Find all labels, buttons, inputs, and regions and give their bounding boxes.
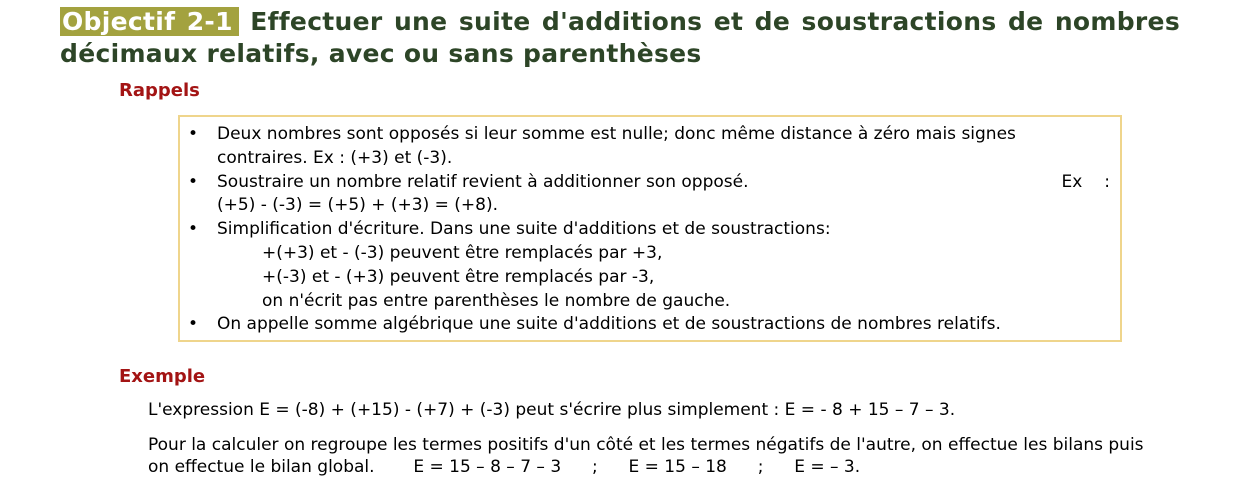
objective-title: Effectuer une suite d'additions et de soustractions de nombres décimaux relatifs, avec ou sans parenthèses	[60, 7, 1180, 68]
exemple-calc-result: E = – 3.	[794, 457, 861, 477]
exemple-paragraph	[148, 434, 1158, 478]
rappels-title: Rappels	[119, 80, 200, 101]
rappel-ex-colon: :	[1104, 171, 1110, 192]
objective-badge: Objectif 2-1	[60, 7, 239, 36]
rappels-list	[188, 123, 1110, 337]
rappel-sub-left: on n'écrit pas entre parenthèses le nombre de gauche.	[262, 290, 731, 311]
rappels-box	[178, 115, 1122, 342]
rappel-item-somme-algebrique: • On appelle somme algébrique une suite d'additions et de soustractions de nombres relatifs.	[188, 313, 1110, 337]
objective-heading	[60, 6, 1180, 70]
rappel-item-opposes: • Deux nombres sont opposés si leur somme est nulle; donc même distance à zéro mais signes contraires. Ex : (+3) et (-3).	[188, 123, 1110, 171]
exemple-title: Exemple	[119, 366, 206, 387]
exemple-sep1: ;	[591, 457, 598, 477]
rappel-item-soustraire-text: • Soustraire un nombre relatif revient à additionner son opposé.	[217, 171, 749, 192]
exemple-calc-step1: E = 15 – 8 – 7 – 3	[413, 457, 562, 477]
exemple-sep2: ;	[757, 457, 764, 477]
rappel-item-simplification	[188, 218, 1110, 313]
exemple-line-explanation: Pour la calculer on regroupe les termes positifs d'un côté et les termes négatifs de l'autre, on effectue les bilans puis on effectue le bilan global.	[148, 435, 1144, 477]
rappel-sub-minus: +(-3) et - (+3) peuvent être remplacés par -3,	[262, 266, 655, 287]
rappel-simplification-text: • Simplification d'écriture. Dans une suite d'additions et de soustractions:	[217, 219, 831, 240]
rappel-item-soustraire-example: (+5) - (-3) = (+5) + (+3) = (+8).	[217, 195, 499, 216]
rappel-item-soustraire	[188, 171, 1110, 219]
exemple-calc-step2: E = 15 – 18	[628, 457, 727, 477]
rappel-sub-plus: +(+3) et - (-3) peuvent être remplacés par +3,	[262, 242, 663, 263]
rappel-ex-label: Ex	[1061, 171, 1083, 192]
exemple-line-expression: L'expression E = (-8) + (+15) - (+7) + (-3) peut s'écrire plus simplement : E = - 8 + 15 – 7 – 3.	[148, 400, 956, 420]
